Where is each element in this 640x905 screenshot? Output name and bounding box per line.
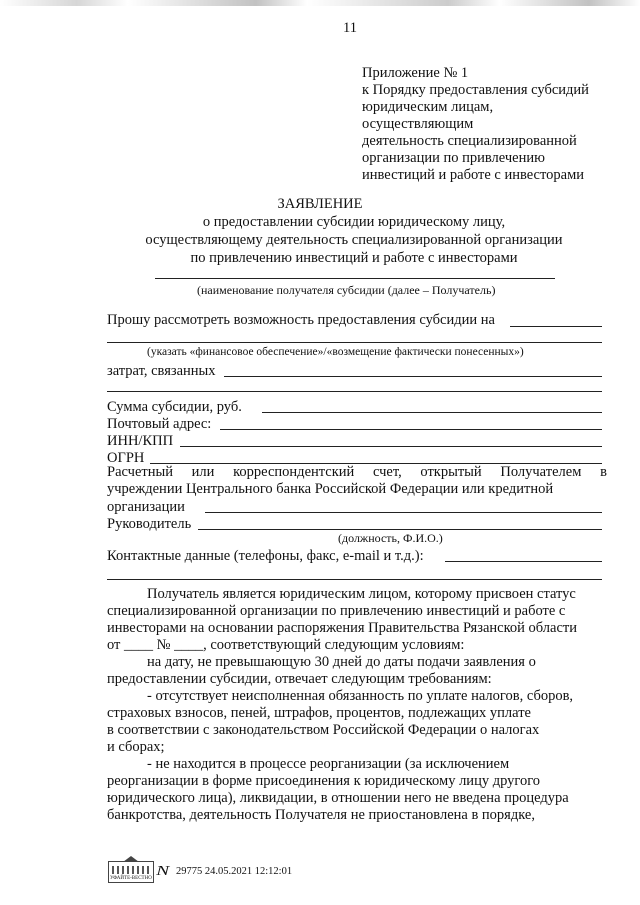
page-number: 11 (343, 20, 357, 36)
body-line: реорганизации в форме присоединения к юридическому лицу другого (107, 773, 541, 789)
recipient-name-line[interactable] (155, 278, 555, 279)
body-line: на дату, не превышающую 30 дней до даты подачи заявления о (147, 654, 536, 670)
document-reference: 29775 24.05.2021 12:12:01 (176, 866, 293, 877)
ogrn-label: ОГРН (107, 450, 145, 466)
appendix-line: осуществляющим (362, 116, 474, 132)
account-line-1 (107, 464, 607, 481)
account-word: Расчетный (107, 464, 173, 480)
account-word: в (600, 464, 607, 480)
account-line-3: организации (107, 499, 185, 515)
appendix-line: Приложение № 1 (362, 65, 469, 81)
account-line-2: учреждении Центрального банка Российской Федерации или кредитной (107, 481, 554, 497)
body-line: страховых взносов, пеней, штрафов, процентов, подлежащих уплате (107, 705, 531, 721)
subtitle-line: о предоставлении субсидии юридическому лицу, (202, 214, 506, 230)
account-word: или (191, 464, 215, 480)
postal-field-line[interactable] (220, 429, 602, 430)
amount-field-line[interactable] (262, 412, 602, 413)
inn-field-line[interactable] (180, 446, 602, 447)
body-line: и сборах; (107, 739, 165, 755)
body-line: банкротства, деятельность Получателя не приостановлена в порядке, (107, 807, 535, 823)
amount-label: Сумма субсидии, руб. (107, 399, 242, 415)
body-line: - не находится в процессе реорганизации (за исключением (147, 756, 510, 772)
account-word: корреспондентский (233, 464, 355, 480)
body-line: специализированной организации по привлечению инвестиций и работе с (107, 603, 566, 619)
body-line: предоставлении субсидии, отвечает следующим требованиям: (107, 671, 492, 687)
body-line: от ____ № ____, соответствующий следующим условиям: (107, 637, 465, 653)
government-building-icon (108, 861, 154, 883)
appendix-line: к Порядку предоставления субсидий (362, 82, 589, 98)
purpose-field-line[interactable] (107, 342, 602, 343)
request-text: Прошу рассмотреть возможность предоставления субсидии на (107, 312, 495, 328)
costs-field-line[interactable] (224, 376, 602, 377)
recipient-caption: (наименование получателя субсидии (далее – Получатель) (197, 283, 496, 297)
inn-label: ИНН/КПП (107, 433, 174, 449)
body-line: юридического лица), ликвидации, в отношении него не введена процедура (107, 790, 569, 806)
contacts-field-line[interactable] (445, 561, 602, 562)
director-field-line[interactable] (198, 529, 602, 530)
scan-top-edge (0, 0, 640, 6)
appendix-line: деятельность специализированной (362, 133, 577, 149)
contacts-field-line-2[interactable] (107, 579, 602, 580)
body-line: в соответствии с законодательством Российской Федерации о налогах (107, 722, 540, 738)
costs-field-line-2[interactable] (107, 391, 602, 392)
purpose-caption: (указать «финансовое обеспечение»/«возмещение фактически понесенных») (147, 346, 524, 358)
postal-label: Почтовый адрес: (107, 416, 212, 432)
account-word: Получателем (500, 464, 582, 480)
director-caption: (должность, Ф.И.О.) (338, 531, 443, 545)
document-number-sign-icon: N (156, 864, 170, 879)
body-line: инвесторами на основании распоряжения Правительства Рязанской области (107, 620, 577, 636)
appendix-line: инвестиций и работе с инвесторами (362, 167, 585, 183)
body-line: Получатель является юридическим лицом, которому присвоен статус (147, 586, 576, 602)
subtitle-line: по привлечению инвестиций и работе с инвесторами (190, 250, 518, 266)
request-field-line[interactable] (510, 326, 602, 327)
appendix-line: юридическим лицам, (362, 99, 494, 115)
subtitle-line: осуществляющему деятельность специализированной организации (145, 232, 563, 248)
appendix-line: организации по привлечению (362, 150, 545, 166)
director-label: Руководитель (107, 516, 192, 532)
costs-label: затрат, связанных (107, 363, 216, 379)
document-title: ЗАЯВЛЕНИЕ (277, 196, 363, 212)
body-line: - отсутствует неисполненная обязанность по уплате налогов, сборов, (147, 688, 574, 704)
stamp-caption: УФАЙТЕ-ВЕСТНО (110, 876, 152, 881)
account-word: открытый (420, 464, 482, 480)
account-word: счет, (372, 464, 402, 480)
account-field-line[interactable] (205, 512, 602, 513)
contacts-label: Контактные данные (телефоны, факс, e-mail и т.д.): (107, 548, 424, 564)
